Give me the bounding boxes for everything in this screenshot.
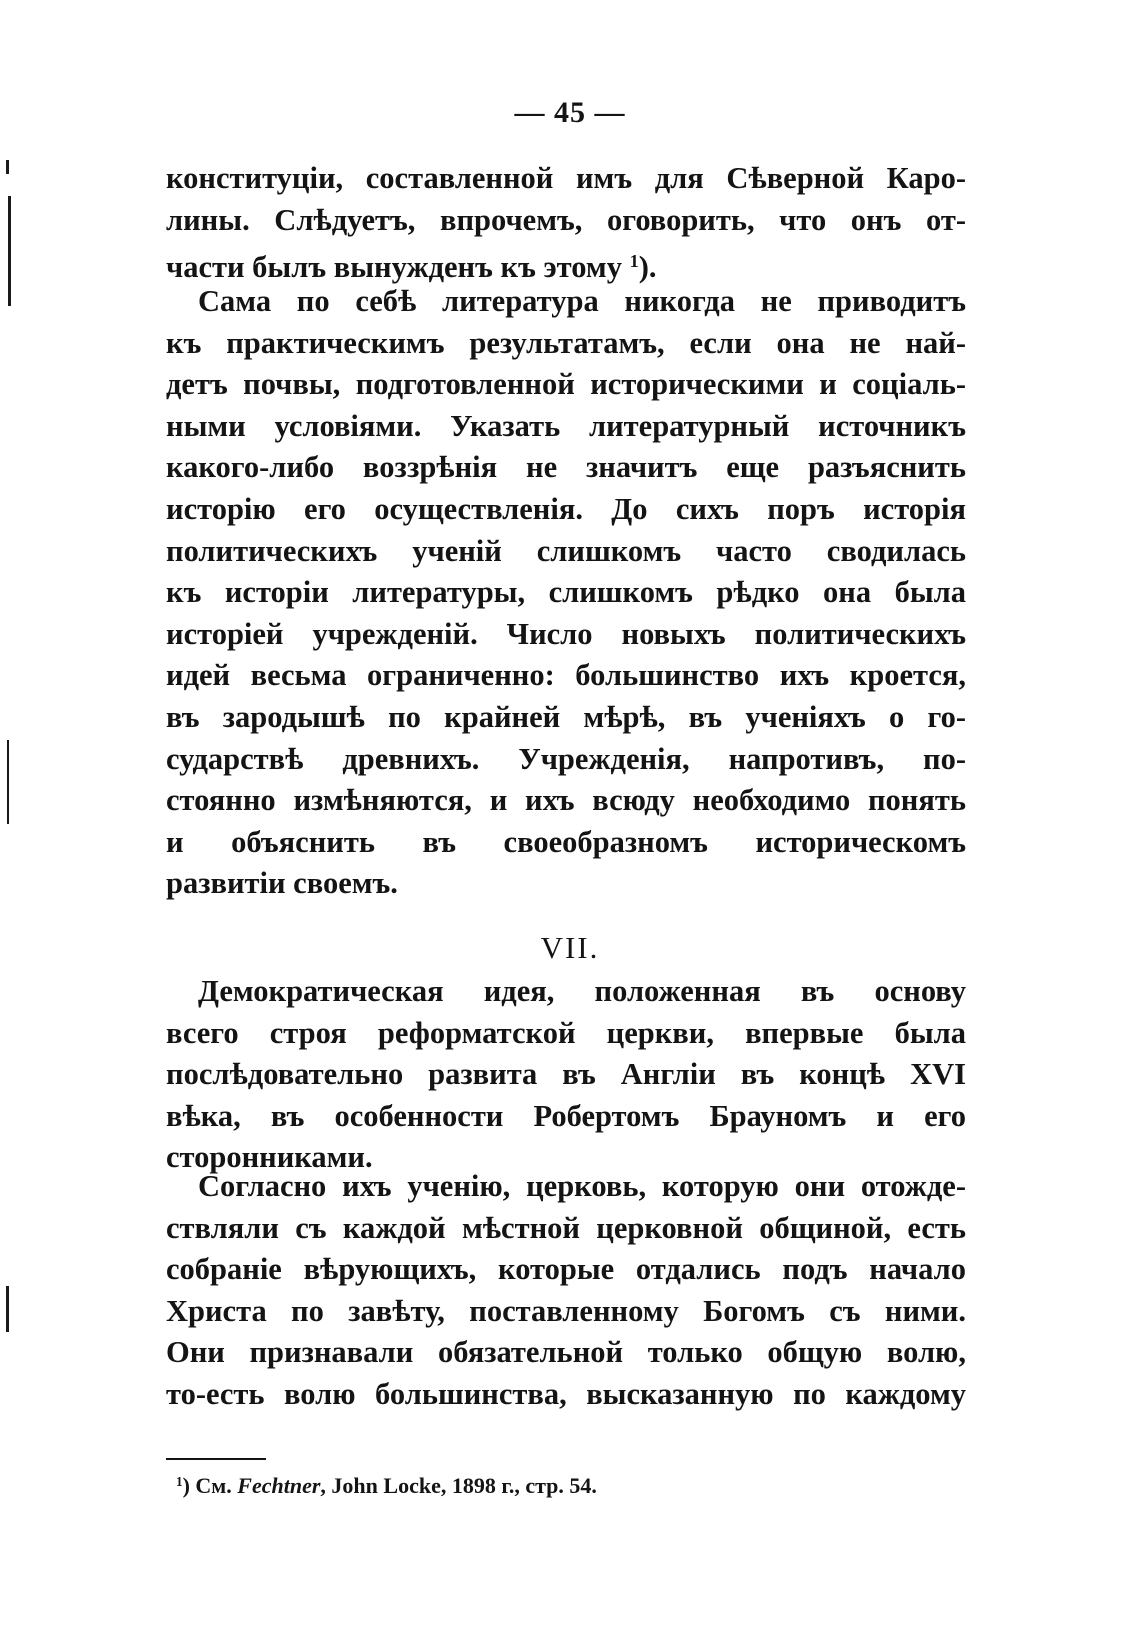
text-line-end: ).	[638, 250, 657, 285]
paragraph-continuation	[166, 158, 966, 283]
footnote-reference[interactable]: 1	[629, 251, 639, 272]
footnote-author: Fechtner	[237, 1473, 321, 1498]
text-line-content: части былъ вынужденъ къ этому	[166, 250, 622, 285]
text-line: Сама по себѣ литература никогда не приводитъ	[198, 284, 966, 318]
text-line: сударствѣ древнихъ. Учрежденія, напротивъ, по-	[166, 741, 966, 776]
paragraph-literature	[166, 281, 966, 905]
text-line: вѣка, въ особенности Робертомъ Брауномъ и его	[166, 1098, 966, 1133]
text-line: Демократическая идея, положенная въ основу	[198, 974, 966, 1008]
text-line: всего строя реформатской церкви, впервые была	[166, 1015, 966, 1050]
text-line: къ исторіи литературы, слишкомъ рѣдко она была	[166, 575, 966, 610]
text-line	[166, 241, 966, 283]
footnote-rule	[166, 1458, 266, 1460]
text-line: исторіей учрежденій. Число новыхъ политическихъ	[166, 616, 966, 651]
binding-mark	[6, 1286, 9, 1332]
text-line: Согласно ихъ ученію, церковь, которую они отожде-	[198, 1169, 966, 1203]
text-line: ными условіями. Указать литературный источникъ	[166, 408, 966, 443]
text-line: идей весьма ограниченно: большинство ихъ кроется,	[166, 658, 966, 693]
section-heading: VII.	[540, 930, 600, 965]
text-line: детъ почвы, подготовленной историческими и соціаль-	[166, 367, 966, 402]
text-line: собраніе вѣрующихъ, которые отдались подъ начало	[166, 1252, 966, 1287]
text-line: стоянно измѣняются, и ихъ всюду необходимо понять	[166, 783, 966, 818]
footnote-marker: 1	[176, 1473, 183, 1489]
text-line: Христа по завѣту, поставленному Богомъ съ ними.	[166, 1293, 966, 1328]
binding-mark	[7, 740, 9, 824]
page-number: — 45 —	[514, 96, 626, 129]
text-line: то-есть волю большинства, высказанную по каждому	[166, 1376, 966, 1411]
text-line: лины. Слѣдуетъ, впрочемъ, оговорить, что онъ от-	[166, 202, 966, 237]
text-line: къ практическимъ результатамъ, если она не най-	[166, 325, 966, 360]
binding-mark	[6, 160, 9, 174]
text-line: послѣдовательно развита въ Англіи въ концѣ XVI	[166, 1057, 966, 1092]
text-line: исторію его осуществленія. До сихъ поръ исторія	[166, 491, 966, 526]
text-line: и объяснить въ своеобразномъ историческомъ	[166, 824, 966, 859]
footnote-citation: , John Locke, 1898 г., стр. 54.	[320, 1473, 597, 1498]
footnote	[176, 1473, 597, 1499]
text-line: конституціи, составленной имъ для Сѣверной Каро-	[166, 161, 966, 195]
text-line: сторонниками.	[166, 1140, 373, 1175]
text-line: ствляли съ каждой мѣстной церковной общиной, есть	[166, 1210, 966, 1245]
text-line: Они признавали обязательной только общую волю,	[166, 1335, 966, 1370]
footnote-marker-close: )	[182, 1473, 190, 1498]
text-line: въ зародышѣ по крайней мѣрѣ, въ ученіяхъ о го-	[166, 699, 966, 734]
paragraph-church-teaching	[166, 1166, 966, 1416]
binding-mark	[8, 196, 11, 306]
text-line: политическихъ ученій слишкомъ часто сводилась	[166, 533, 966, 568]
text-line: развитіи своемъ.	[166, 866, 398, 901]
paragraph-democratic-idea	[166, 971, 966, 1179]
text-line: какого-либо воззрѣнія не значитъ еще разъяснить	[166, 450, 966, 485]
footnote-prefix: См.	[189, 1473, 238, 1498]
